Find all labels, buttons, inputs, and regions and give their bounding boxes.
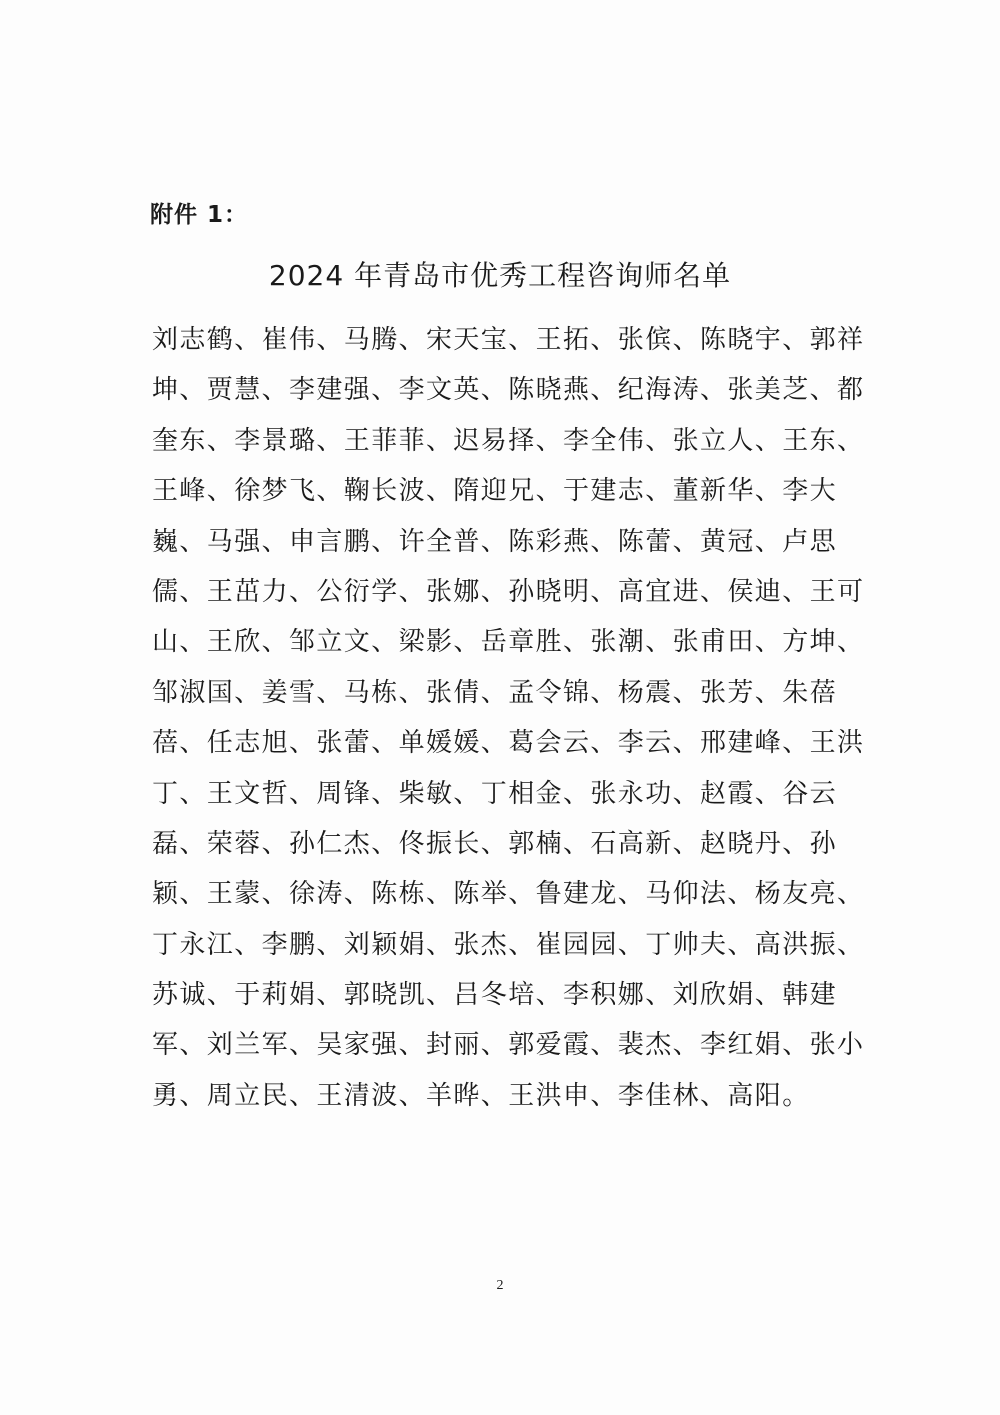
document-title: 2024 年青岛市优秀工程咨询师名单 <box>268 259 732 292</box>
name-list-line: 颖、王蒙、徐涛、陈栋、陈举、鲁建龙、马仰法、杨友亮、 <box>152 879 865 910</box>
name-list-line: 坤、贾慧、李建强、李文英、陈晓燕、纪海涛、张美芝、都 <box>152 375 865 406</box>
page-number: 2 <box>496 1278 504 1293</box>
name-list-line: 勇、周立民、王清波、羊晔、王洪申、李佳林、高阳。 <box>152 1080 810 1111</box>
name-list <box>152 320 865 1126</box>
name-list-line: 苏诚、于莉娟、郭晓凯、吕冬培、李积娜、刘欣娟、韩建 <box>152 980 838 1011</box>
name-list-line: 刘志鹤、崔伟、马腾、宋天宝、王拓、张傧、陈晓宇、郭祥 <box>152 325 865 355</box>
name-list-line: 军、刘兰军、吴家强、封丽、郭爱霞、裴杰、李红娟、张小 <box>152 1030 865 1061</box>
name-list-line: 磊、荣蓉、孙仁杰、佟振长、郭楠、石高新、赵晓丹、孙 <box>152 828 838 859</box>
name-list-line: 邹淑国、姜雪、马栋、张倩、孟令锦、杨震、张芳、朱蓓 <box>152 677 838 708</box>
name-list-line: 丁、王文哲、周锋、柴敏、丁相金、张永功、赵霞、谷云 <box>152 778 838 809</box>
name-list-line: 儒、王茁力、公衍学、张娜、孙晓明、高宜进、侯迪、王可 <box>152 576 865 607</box>
name-list-line: 丁永江、李鹏、刘颖娟、张杰、崔园园、丁帅夫、高洪振、 <box>152 929 865 960</box>
name-list-line: 巍、马强、申言鹏、许全普、陈彩燕、陈蕾、黄冠、卢思 <box>152 526 838 557</box>
name-list-line: 蓓、任志旭、张蕾、单媛媛、葛会云、李云、邢建峰、王洪 <box>152 728 865 759</box>
attachment-label: 附件 1： <box>150 202 249 228</box>
name-list-line: 奎东、李景璐、王菲菲、迟易择、李全伟、张立人、王东、 <box>152 425 865 456</box>
name-list-line: 山、王欣、邹立文、梁影、岳章胜、张潮、张甫田、方坤、 <box>152 627 865 658</box>
name-list-line: 王峰、徐梦飞、鞠长波、隋迎兄、于建志、董新华、李大 <box>152 476 838 507</box>
